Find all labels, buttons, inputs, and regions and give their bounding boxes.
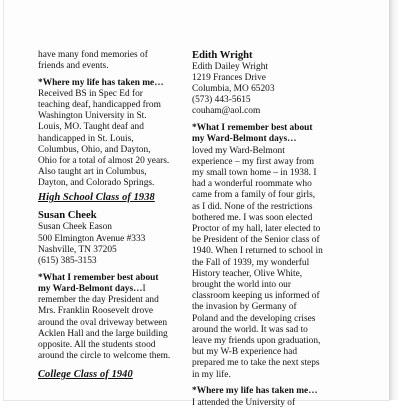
contact-line: Nashville, TN 37205: [38, 244, 117, 255]
remember-text-line: bothered me. I was soon elected: [192, 212, 313, 223]
alumna-name: Edith Wright: [192, 49, 253, 61]
life-heading: *Where my life has taken me…: [192, 386, 318, 397]
section-heading-high-school: High School Class of 1938: [38, 192, 155, 203]
life-text-line: I attended the University of: [192, 397, 296, 408]
life-text-line: Ohio for a total of almost 20 years.: [38, 156, 170, 166]
remember-text-line: Proctor of my hall, later elected to: [192, 224, 321, 234]
life-text-line: Received BS in Spec Ed for: [38, 88, 143, 99]
remember-text-line: remember the day President and: [38, 295, 159, 306]
remember-first-word: I: [142, 284, 146, 294]
remember-text-line: around the world. It was sad to: [192, 324, 308, 335]
remember-text-line: experience – my first away from: [192, 156, 315, 167]
remember-text-line: the invasion by Germany of: [192, 302, 297, 313]
remember-text-line: 1940. When I returned to school in: [192, 246, 323, 257]
remember-text-line: classroom keeping us informed of: [192, 291, 320, 302]
life-heading: *Where my life has taken me…: [38, 77, 164, 88]
remember-text-line: prepared me to take the next steps: [192, 358, 320, 369]
contact-line: (615) 385-3153: [38, 256, 97, 266]
contact-line: Susan Cheek Eason: [38, 222, 112, 233]
remember-text-line: my small town home – in 1938. I: [192, 168, 317, 178]
continued-text-line: have many fond memories of: [38, 49, 148, 60]
remember-text-line: be President of the Senior class of: [192, 235, 320, 246]
remember-text-line: loved my Ward-Belmont: [192, 145, 285, 156]
life-text-line: Louis, MO. Taught deaf and: [38, 122, 144, 133]
remember-text-line: had a wonderful roommate who: [192, 179, 312, 190]
remember-text-line: brought the world into our: [192, 280, 291, 290]
remember-heading: *What I remember best about: [38, 272, 159, 283]
remember-text-line: as I did. None of the restrictions: [192, 201, 313, 212]
remember-text-line: the Fall of 1939, my wonderful: [192, 257, 310, 268]
life-text-line: Also taught art in Columbus,: [38, 167, 147, 178]
remember-heading-cont: my Ward-Belmont days…: [38, 284, 143, 294]
remember-text-line: but my W-B experience had: [192, 347, 298, 358]
email-line: couham@aol.com: [192, 106, 261, 117]
remember-text-line: Poland and the developing crises: [192, 313, 316, 324]
remember-heading-line: [38, 284, 146, 295]
life-text-line: Washington University in St.: [38, 111, 147, 122]
alumna-name: Susan Cheek: [38, 210, 97, 222]
remember-text-line: around the oval driveway between: [38, 317, 168, 328]
remember-heading: *What I remember best about: [192, 123, 313, 134]
remember-text-line: came from a family of four girls,: [192, 190, 316, 201]
section-heading-college: College Class of 1940: [38, 368, 133, 380]
contact-line: (573) 443-5615: [192, 95, 251, 106]
life-text-line: teaching deaf, handicapped from: [38, 100, 161, 110]
page-edge-shadow: [389, 0, 400, 400]
contact-line: 500 Elmington Avenue #333: [38, 233, 146, 244]
remember-text-line: leave my friends upon graduation,: [192, 336, 321, 346]
contact-line: Edith Dailey Wright: [192, 61, 268, 72]
continued-text-line: friends and events.: [38, 60, 109, 71]
remember-text-line: in my life.: [192, 369, 231, 380]
remember-text-line: History teacher, Olive White,: [192, 268, 303, 279]
remember-heading-cont: my Ward-Belmont days…: [192, 134, 297, 145]
document-page: [4, 0, 389, 408]
contact-line: 1219 Frances Drive: [192, 72, 266, 83]
life-text-line: handicapped in St. Louis,: [38, 133, 134, 144]
remember-text-line: around the circle to welcome them.: [38, 351, 171, 362]
remember-text-line: opposite. All the students stood: [38, 340, 156, 350]
life-text-line: Dayton, and Colorado Springs.: [38, 178, 155, 189]
remember-text-line: Mrs. Franklin Roosevelt drove: [38, 306, 154, 317]
life-text-line: Columbus, Ohio, and Dayton,: [38, 144, 151, 155]
remember-text-line: Acklen Hall and the large building: [38, 328, 168, 339]
contact-line: Columbia, MO 65203: [192, 84, 275, 94]
